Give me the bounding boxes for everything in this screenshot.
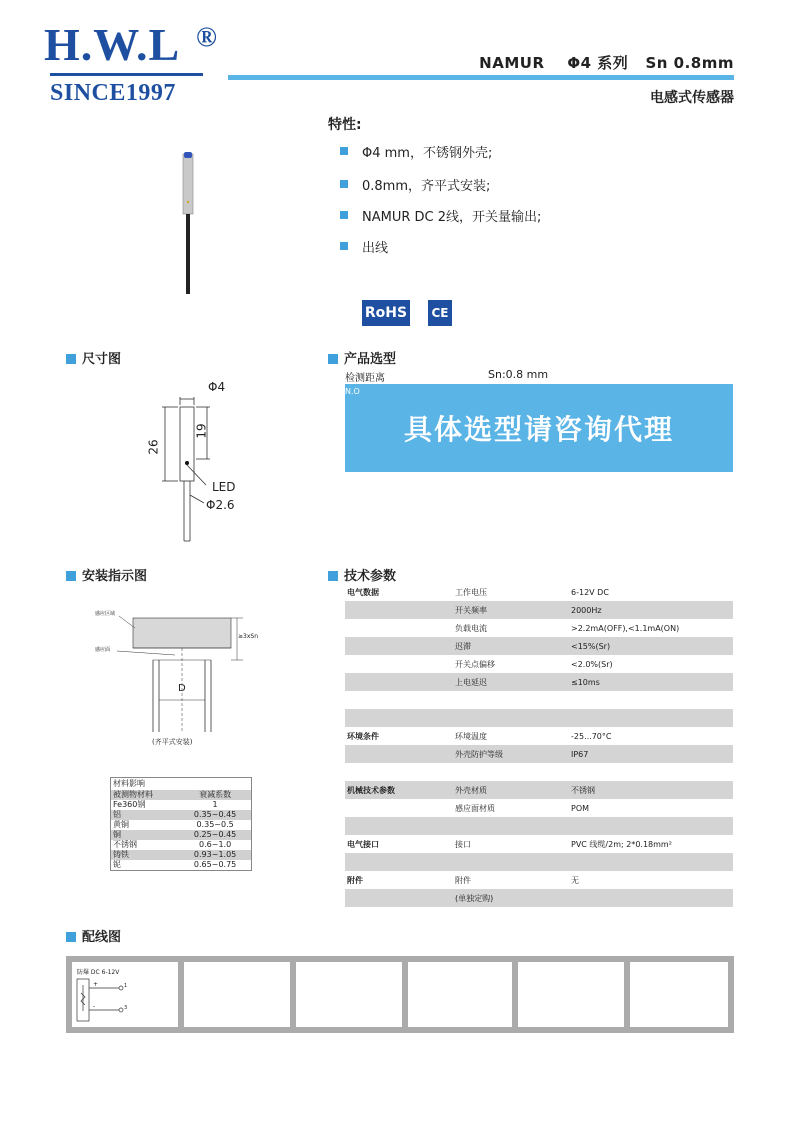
spec-category [345,817,453,835]
wiring-label: 防爆 DC 6-12V [77,969,120,976]
ce-badge: CE [428,300,452,326]
spec-value [569,817,733,835]
material-factor: 1 [212,800,218,809]
spec-category [345,889,453,907]
material-factor: 0.93~1.05 [179,850,251,860]
tech-spec-table [345,583,733,907]
material-title: 材料影响 [113,779,145,788]
material-table [110,777,252,871]
consult-text: 具体选型请咨询代理 [403,413,674,446]
no-label: N.O [345,387,360,396]
series-title: NAMUR Φ4 系列 Sn 0.8mm [479,54,734,72]
dim-led: LED [212,480,236,494]
wiring-cell [408,962,512,1027]
spec-param: 工作电压 [455,587,487,597]
product-type: 电感式传感器 [650,90,734,106]
spec-param: 迟滞 [453,637,569,655]
rohs-badge: RoHS [362,300,410,326]
spec-category [345,691,453,709]
wiring-cell [518,962,624,1027]
section-dimension: 尺寸图 [66,348,121,367]
material-name: 铜 [111,830,180,840]
brand-logo: H.W.L [44,19,181,70]
spec-param: 开关点偏移 [455,659,495,669]
spec-value: POM [571,803,590,813]
spec-param [453,763,569,781]
spec-param: (单独定购) [453,889,569,907]
spec-param [453,709,569,727]
spec-param: 环境温度 [455,731,487,741]
spec-param [453,691,569,709]
wire-pin-3: 3 [124,1005,128,1011]
section-install: 安装指示图 [66,565,147,584]
spec-value [569,691,733,709]
spec-value: PVC 线缆/2m; 2*0.18mm² [571,839,672,849]
material-name: 铌 [113,860,121,869]
wire-pin-1: 1 [124,983,128,989]
sensor-product-image [180,150,200,298]
spec-value: <15%(Sr) [569,637,733,655]
wiring-cell [296,962,402,1027]
spec-param: 负载电流 [455,623,487,633]
spec-category [345,673,453,691]
header-rule [228,75,734,80]
material-factor: 0.65~0.75 [193,860,237,869]
spec-category: 环境条件 [347,731,379,741]
install-diagram [95,608,265,738]
feature-item: NAMUR DC 2线，开关量输出; [362,206,541,225]
spec-param: 外壳材质 [453,781,569,799]
material-factor: 0.35~0.45 [179,810,251,820]
spec-param: 附件 [455,875,471,885]
spec-category: 电气数据 [347,587,379,597]
section-tech: 技术参数 [328,565,396,584]
registered-mark: ® [196,22,217,53]
section-wiring: 配线图 [66,926,121,945]
dimension-drawing [140,375,260,550]
spec-category: 电气接口 [347,839,379,849]
wiring-cell [630,962,728,1027]
material-name: 铸铁 [111,850,180,860]
spec-category [345,853,453,871]
spec-value: ≤10ms [569,673,733,691]
spec-category: 机械技术参数 [345,781,453,799]
spec-value: 无 [571,875,579,885]
spec-category: 附件 [347,875,363,885]
spec-param: 接口 [455,839,471,849]
material-name: 黄铜 [113,820,129,829]
spec-value [569,853,733,871]
wiring-cell [184,962,290,1027]
gap-label: ≥3xSn [238,633,259,640]
sensing-face-label: 感应面 [95,647,111,653]
material-name: Fe360钢 [113,800,146,809]
spec-value [569,889,733,907]
features-title: 特性: [328,117,362,133]
spec-category [345,601,453,619]
material-factor: 0.6~1.0 [199,840,232,849]
spec-value: >2.2mA(OFF),<1.1mA(ON) [571,623,680,633]
install-caption: (齐平式安装) [152,738,193,746]
spec-category [345,763,453,781]
spec-param [453,853,569,871]
feature-item: 出线 [362,237,388,256]
feature-item: Φ4 mm，不锈钢外壳; [362,142,492,161]
dim-phi4: Φ4 [208,380,226,394]
material-factor: 0.35~0.5 [196,820,234,829]
material-factor: 0.25~0.45 [179,830,251,840]
spec-category [345,619,453,637]
spec-category [345,637,453,655]
wire-minus: - [93,1003,96,1010]
dim-length-26: 26 [146,439,161,455]
spec-category [345,709,453,727]
spec-category [345,745,453,763]
d-label: D [178,683,186,694]
detect-distance-value: Sn:0.8 mm [488,368,549,381]
spec-param: 外壳防护等级 [453,745,569,763]
dim-phi26: Φ2.6 [206,498,235,512]
spec-category [345,655,453,673]
spec-value [569,709,733,727]
wire-plus: + [93,981,99,988]
spec-value: -25...70°C [571,731,612,741]
spec-value: 6-12V DC [571,587,609,597]
section-selection: 产品选型 [328,348,396,367]
material-name: 不锈钢 [113,840,137,849]
spec-param: 感应面材质 [455,803,495,813]
spec-value: 2000Hz [569,601,733,619]
spec-param: 开关频率 [453,601,569,619]
spec-category [345,799,453,817]
feature-item: 0.8mm，齐平式安装; [362,175,490,194]
spec-value [569,763,733,781]
material-header: 衰减系数 [179,790,251,800]
spec-value: <2.0%(Sr) [571,659,613,669]
sensing-area-label: 感应区域 [95,611,116,617]
detect-distance-label: 检测距离 [345,373,385,384]
spec-value: IP67 [569,745,733,763]
logo-underline [50,73,203,76]
logo-since: SINCE1997 [50,80,176,106]
material-name: 铝 [111,810,180,820]
spec-value: 不锈钢 [569,781,733,799]
spec-param: 上电延迟 [453,673,569,691]
material-header: 被测物材料 [111,790,180,800]
dim-length-19: 19 [194,423,209,439]
spec-param [453,817,569,835]
